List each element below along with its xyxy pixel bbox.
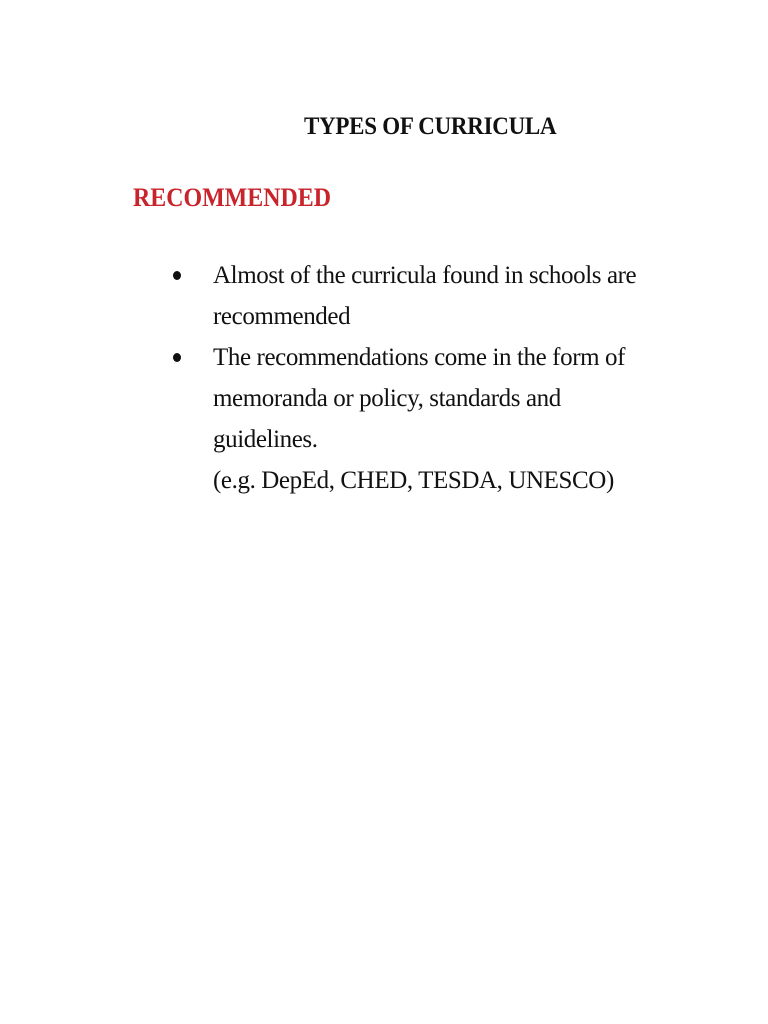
bullet-item [165, 255, 645, 337]
bullet-text: The recommendations come in the form of memoranda or policy, standards and guidelines. (e.g. DepEd, CHED, TESDA, UNESCO) [213, 344, 626, 494]
bullet-list [165, 255, 645, 501]
page-title: TYPES OF CURRICULA [304, 113, 557, 140]
bullet-item [165, 337, 645, 501]
section-heading: RECOMMENDED [133, 183, 332, 212]
bullet-icon [173, 271, 181, 280]
bullet-icon [173, 353, 181, 362]
bullet-text: Almost of the curricula found in schools are recommended [213, 262, 637, 330]
